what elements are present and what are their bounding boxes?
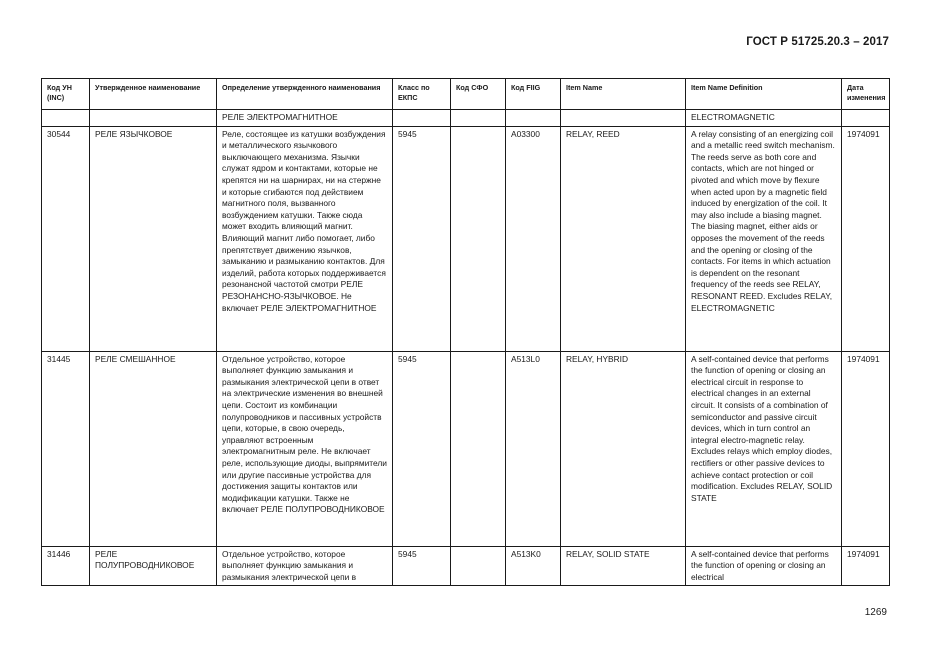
column-header-item-name: Item Name	[561, 79, 686, 110]
column-header-definition-en: Item Name Definition	[686, 79, 842, 110]
cell-inc: 30544	[42, 126, 90, 351]
cell-sfo	[451, 546, 506, 586]
cell-ekps: 5945	[393, 351, 451, 546]
cell-fiig	[506, 110, 561, 127]
cell-definition-ru: Отдельное устройство, которое выполняет функцию замыкания и размыкания электрической цепи в ответ на электрические изменения во внешней цепи. Состоит из комбинации полупроводников и пассивных устройств цепи, которые, в свою очередь, управляют встроенным электромагнитным реле. Не включает реле, использующие диоды, выпрямители или другие пассивные устройства для достижения защиты контактов или модификации катушки. Также не включает РЕЛЕ ПОЛУПРОВОДНИКОВОЕ	[217, 351, 393, 546]
cell-definition-ru: Отдельное устройство, которое выполняет функцию замыкания и размыкания электрической цепи в	[217, 546, 393, 586]
cell-name-ru: РЕЛЕ ПОЛУПРОВОДНИКОВОЕ	[90, 546, 217, 586]
table-row	[42, 126, 890, 351]
cell-inc: 31445	[42, 351, 90, 546]
cell-sfo	[451, 110, 506, 127]
column-header-name-ru: Утвержденное наименование	[90, 79, 217, 110]
cell-definition-en: ELECTROMAGNETIC	[686, 110, 842, 127]
cell-item-name: RELAY, REED	[561, 126, 686, 351]
cell-item-name	[561, 110, 686, 127]
table-row	[42, 351, 890, 546]
column-header-inc: Код УН (INC)	[42, 79, 90, 110]
column-header-sfo: Код СФО	[451, 79, 506, 110]
cell-fiig: A513K0	[506, 546, 561, 586]
cell-date: 1974091	[842, 546, 890, 586]
column-header-definition-ru: Определение утвержденного наименования	[217, 79, 393, 110]
page-header-standard: ГОСТ Р 51725.20.3 – 2017	[746, 36, 889, 48]
cell-definition-ru: Реле, состоящее из катушки возбуждения и металлического язычкового выключающего механизма. Язычки служат ядром и контактами, которые не крепятся ни на шарнирах, ни на стержне и которые сгибаются под действием магнитного поля, вызванного возбуждением катушки. Также сюда может входить влияющий магнит. Влияющий магнит либо помогает, либо препятствует движению язычков, замыканию и размыканию контактов. Для изделий, работа которых поддерживается резонансной частотой смотри РЕЛЕ РЕЗОНАНСНО-ЯЗЫЧКОВОЕ. Не включает РЕЛЕ ЭЛЕКТРОМАГНИТНОЕ	[217, 126, 393, 351]
cell-fiig: A03300	[506, 126, 561, 351]
cell-ekps: 5945	[393, 546, 451, 586]
cell-inc: 31446	[42, 546, 90, 586]
cell-name-ru	[90, 110, 217, 127]
page-number: 1269	[864, 607, 887, 618]
cell-date	[842, 110, 890, 127]
column-header-fiig: Код FIIG	[506, 79, 561, 110]
nomenclature-table	[41, 78, 890, 586]
cell-item-name: RELAY, HYBRID	[561, 351, 686, 546]
cell-date: 1974091	[842, 351, 890, 546]
column-header-date: Дата изменения	[842, 79, 890, 110]
cell-sfo	[451, 351, 506, 546]
table-row-continuation	[42, 110, 890, 127]
cell-name-ru: РЕЛЕ ЯЗЫЧКОВОЕ	[90, 126, 217, 351]
cell-definition-en: A self-contained device that performs the function of opening or closing an electrical	[686, 546, 842, 586]
cell-ekps	[393, 110, 451, 127]
cell-definition-en: A relay consisting of an energizing coil and a metallic reed switch mechanism. The reeds serve as both core and contacts, which are not hinged or pivoted and which move by flexure when acted upon by a magnetic field induced by energization of the coil. It may also include a biasing magnet. The biasing magnet, either aids or opposes the movement of the reeds and the opening or closing of the contacts. For items in which actuation is dependent on the resonant frequency of the reeds see RELAY, RESONANT REED. Excludes RELAY, ELECTROMAGNETIC	[686, 126, 842, 351]
cell-date: 1974091	[842, 126, 890, 351]
cell-definition-ru: РЕЛЕ ЭЛЕКТРОМАГНИТНОЕ	[217, 110, 393, 127]
column-header-ekps: Класс по ЕКПС	[393, 79, 451, 110]
cell-inc	[42, 110, 90, 127]
cell-definition-en: A self-contained device that performs the function of opening or closing an electrical circuit in response to electrical changes in an external circuit. It consists of a combination of semiconductor and passive circuit devices, which in turn control an integral electro-magnetic relay. Excludes relays which employ diodes, rectifiers or other passive devices to achieve contact protection or coil modification. Excludes RELAY, SOLID STATE	[686, 351, 842, 546]
cell-fiig: A513L0	[506, 351, 561, 546]
cell-item-name: RELAY, SOLID STATE	[561, 546, 686, 586]
cell-sfo	[451, 126, 506, 351]
table-header-row	[42, 79, 890, 110]
cell-name-ru: РЕЛЕ СМЕШАННОЕ	[90, 351, 217, 546]
table-row	[42, 546, 890, 586]
cell-ekps: 5945	[393, 126, 451, 351]
